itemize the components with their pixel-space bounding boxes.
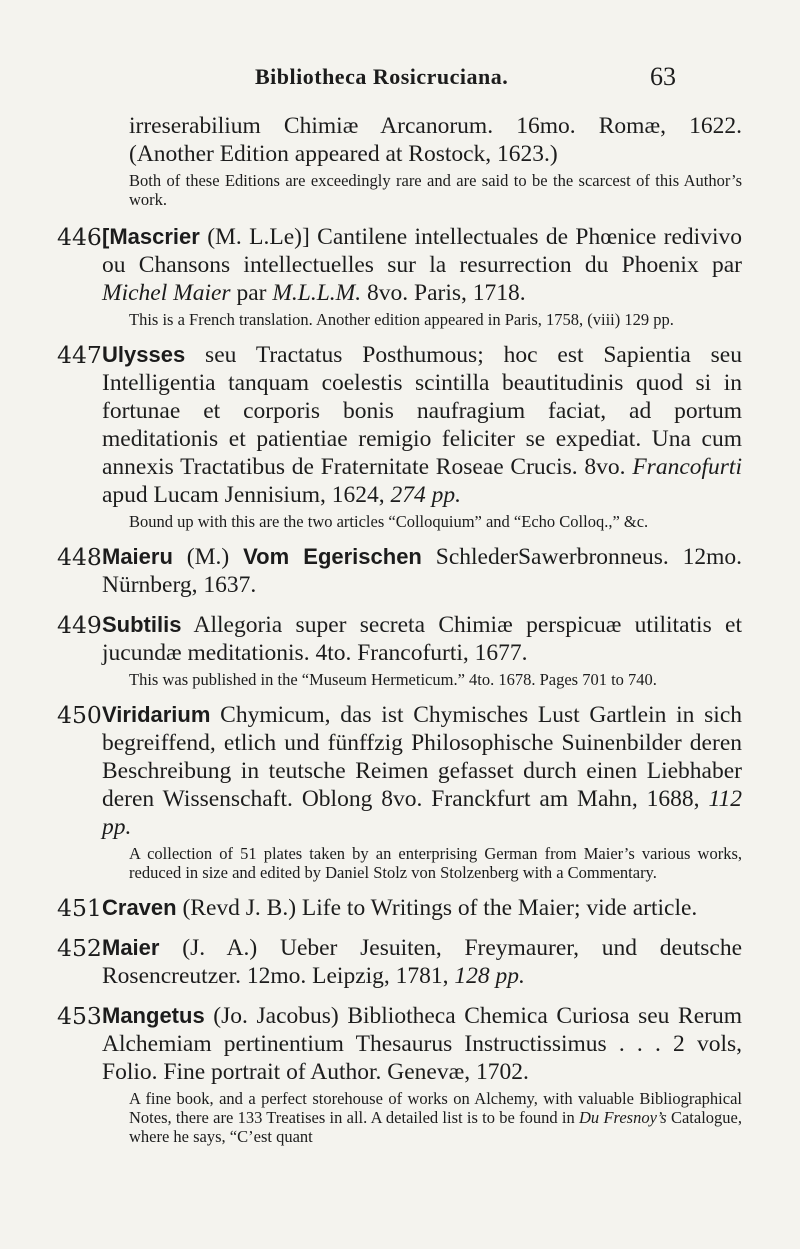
entry-note: This is a French translation. Another edition appeared in Paris, 1758, (viii) 129 pp.	[129, 310, 674, 329]
note-text: A fine book, and a perfect storehouse of works on Alchemy, with valuable Bibliographical Notes, there are 133 Treatises in all. A detailed list is to be found in	[129, 1089, 742, 1127]
entry-main-text	[102, 341, 742, 509]
running-header: Bibliotheca Rosicruciana.	[255, 64, 509, 89]
entry-keyword-2: Vom Egerischen	[243, 544, 422, 569]
entry-number: 452	[57, 934, 102, 962]
entry-number: 447	[57, 341, 102, 369]
entry-note: Both of these Editions are exceedingly rare and are said to be the scarcest of this Author’s work.	[129, 171, 742, 209]
entry-main-text	[102, 611, 742, 667]
entry-text: Allegoria super secreta Chimiæ perspicuæ utilitatis et jucundæ meditationis. 4to. Francofurti, 1677.	[102, 612, 742, 666]
entry-italic: Francofurti	[632, 454, 742, 480]
entry-keyword: Viridarium	[102, 702, 211, 727]
entry-number: 451	[57, 894, 102, 922]
entry-text: par	[230, 280, 273, 306]
entry-main-text	[102, 701, 742, 841]
entry-text: (M. L.Le)] Cantilene intellectuales de Phœnice redivivo ou Chansons intellectuelles sur la resurrection du Phoenix par	[102, 224, 742, 278]
entry-continuation	[102, 112, 742, 209]
entry-number: 453	[57, 1002, 102, 1030]
entry-italic: 112 pp.	[102, 786, 742, 840]
note-text: Catalogue, where he says, “C’est quant	[129, 1108, 742, 1146]
entry-450	[57, 701, 742, 882]
entry-number: 448	[57, 543, 102, 571]
entry-italic: Michel Maier	[102, 280, 231, 306]
entry-452	[57, 934, 742, 990]
entry-451	[57, 894, 742, 922]
note-italic: Du Fresnoy’s	[579, 1108, 667, 1127]
page-number: 63	[650, 62, 676, 91]
entry-text: (Revd J. B.) Life to Writings of the Maier; vide article.	[176, 895, 698, 921]
entry-keyword: Subtilis	[102, 612, 182, 637]
entry-text: (M.)	[172, 544, 244, 570]
entry-italic: M.L.L.M.	[272, 280, 362, 306]
entry-448	[57, 543, 743, 599]
entry-449	[57, 611, 742, 689]
entry-number: 449	[57, 611, 102, 639]
entry-text: (Jo. Jacobus) Bibliotheca Chemica Curiosa seu Rerum Alchemiam pertinentium Thesaurus Instructissimus . . . 2 vols, Folio. Fine portrait of Author. Genevæ, 1702.	[102, 1003, 742, 1085]
entry-note: Bound up with this are the two articles “Colloquium” and “Echo Colloq.,” &c.	[129, 512, 649, 531]
entry-text: seu Tractatus Posthumous; hoc est Sapientia seu Intelligentia tanquam coelestis scintilla beautitudinis quod si in fortunae et corporis bonis naufragium faciat, ad portum meditationis et patientiae remigio feliciter se expediat. Una cum annexis Tractatibus de Fraternitate Roseae Crucis. 8vo.	[102, 342, 742, 480]
entry-italic: 274 pp.	[390, 482, 461, 508]
entry-note: A collection of 51 plates taken by an enterprising German from Maier’s various works, reduced in size and edited by Daniel Stolz von Stolzenberg with a Commentary.	[129, 844, 742, 882]
entry-text: (J. A.) Ueber Jesuiten, Freymaurer, und deutsche Rosencreutzer. 12mo. Leipzig, 1781,	[102, 935, 742, 989]
entry-number: 446	[57, 223, 102, 251]
entry-keyword: [Mascrier	[102, 224, 200, 249]
entry-keyword: Maieru	[102, 544, 173, 569]
entry-keyword: Ulysses	[102, 342, 186, 367]
entry-number: 450	[57, 701, 102, 729]
entry-main-text	[102, 894, 742, 922]
entry-main-text	[102, 1002, 742, 1086]
entry-note	[102, 1089, 742, 1146]
entry-keyword: Mangetus	[102, 1003, 205, 1028]
entry-note: This was published in the “Museum Hermeticum.” 4to. 1678. Pages 701 to 740.	[129, 670, 657, 689]
entry-446	[57, 223, 742, 329]
entry-447	[57, 341, 742, 531]
entry-main-text	[102, 543, 742, 599]
entry-keyword: Craven	[102, 895, 177, 920]
entry-text: SchlederSawerbronneus. 12mo. Nürnberg, 1637.	[102, 544, 743, 598]
entry-text: 8vo. Paris, 1718.	[361, 280, 526, 306]
entry-453	[57, 1002, 742, 1146]
entry-main-text: irreserabilium Chimiæ Arcanorum. 16mo. Romæ, 1622. (Another Edition appeared at Rostock, 1623.)	[129, 113, 742, 167]
entry-text: apud Lucam Jennisium, 1624,	[102, 482, 391, 508]
entry-italic: 128 pp.	[454, 963, 525, 989]
entry-keyword: Maier	[102, 935, 160, 960]
entry-main-text	[102, 223, 742, 307]
entry-main-text	[102, 934, 742, 990]
entry-text: Chymicum, das ist Chymisches Lust Gartlein in sich begreiffend, etlich und fünffzig Philosophische Suinenbilder deren Beschreibung in teutsche Reimen gefasset durch einen Liebhaber deren Wissenschaft. Oblong 8vo. Franckfurt am Mahn, 1688,	[102, 702, 742, 812]
